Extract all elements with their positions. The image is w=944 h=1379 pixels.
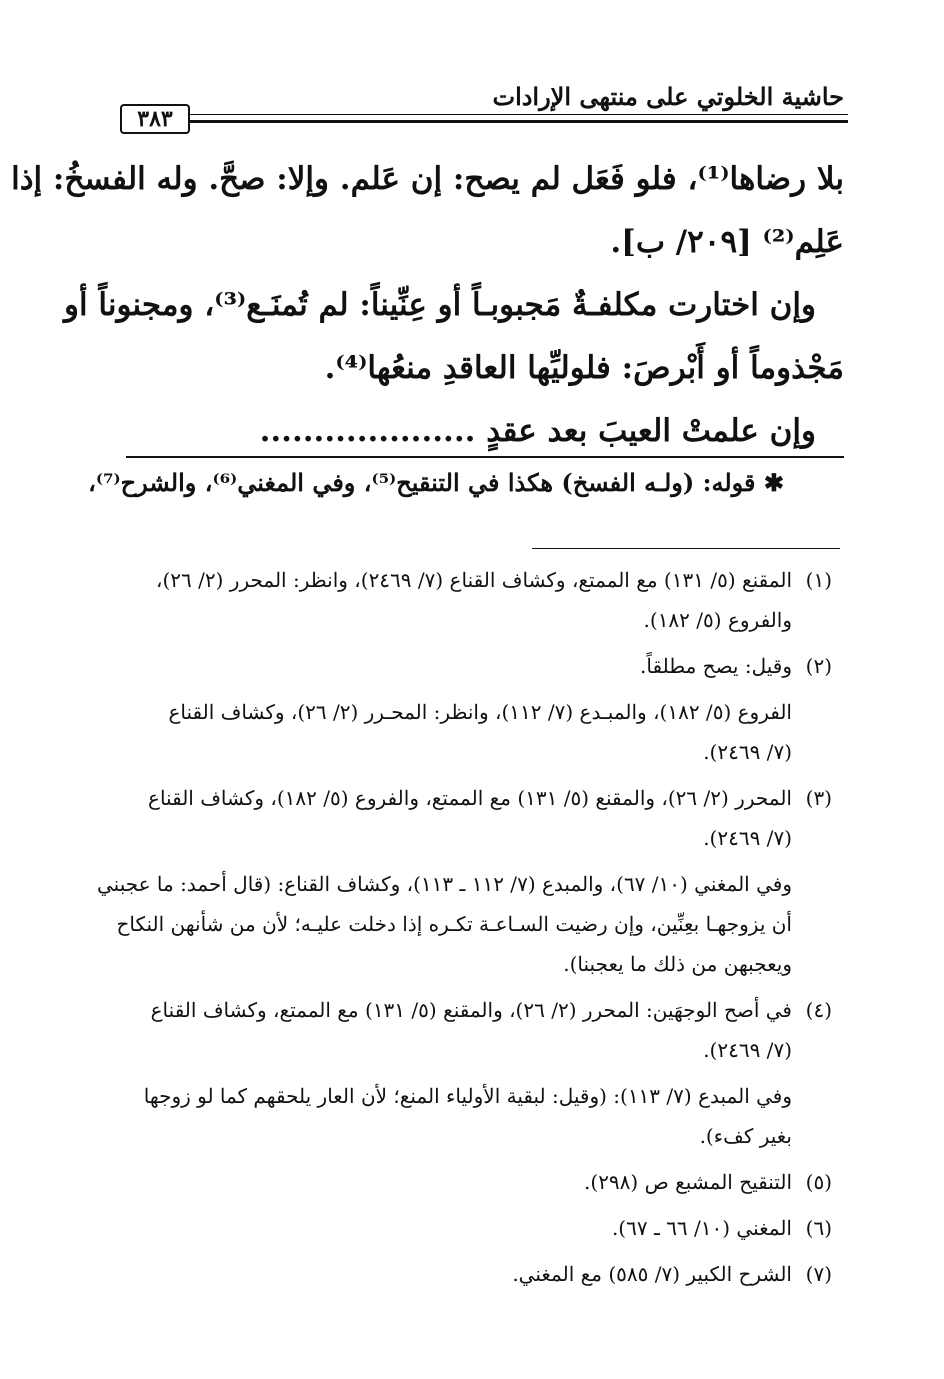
main-line: مَجْذوماً أو أَبْرصَ: فلوليِّها العاقدِ منعُها⁽⁴⁾. — [324, 350, 844, 386]
footnote — [126, 1208, 832, 1248]
footnote-continuation — [96, 864, 832, 984]
footnote-number: (١) — [805, 568, 832, 592]
footnote — [126, 778, 832, 858]
footnote-line: المحرر (٢/ ٢٦)، والمقنع (٥/ ١٣١) مع الممتع، والفروع (٥/ ١٨٢)، وكشاف القناع — [148, 786, 792, 810]
footnote-line: بغير كفء). — [699, 1124, 792, 1148]
footnote-continuation — [126, 1076, 832, 1156]
footnote — [126, 560, 832, 640]
page-number: ٣٨٣ — [120, 104, 190, 134]
footnote-line: (٧/ ٢٤٦٩). — [703, 740, 792, 764]
footnote-continuation — [126, 692, 832, 772]
footnote-line: أن يزوجهـا بعِنِّين، وإن رضيت السـاعـة تكـره إذا دخلت عليـه؛ لأن من شأنهن النكاح — [116, 912, 792, 936]
footnote-line: وفي المبدع (٧/ ١١٣): (وقيل: لبقية الأولياء المنع؛ لأن العار يلحقهم كما لو زوجها — [143, 1084, 792, 1108]
footnote-line: الفروع (٥/ ١٨٢)، والمبـدع (٧/ ١١٢)، وانظر: المحـرر (٢/ ٢٦)، وكشاف القناع — [168, 700, 792, 724]
main-line — [126, 400, 844, 463]
footnote-line: ويعجبهن من ذلك ما يعجبنا). — [563, 952, 792, 976]
asterisk-icon: ✱ — [763, 468, 784, 497]
main-text-segment: وإن علمتْ العيبَ بعد عقدٍ — [486, 413, 816, 449]
main-line: بلا رضاها⁽¹⁾، فلو فَعَل لم يصح: إن عَلم. وإلا: صحَّ. وله الفسخُ: إذا — [11, 161, 844, 197]
footnote — [126, 990, 832, 1070]
footnote-number: (٢) — [805, 654, 832, 678]
commentary-text: قوله: (ولـه الفسخ) هكذا في التنقيح⁽⁵⁾، وفي المغني⁽⁶⁾، والشرح⁽⁷⁾، — [88, 468, 756, 497]
footnotes — [96, 560, 832, 1300]
footnote-number: (٦) — [805, 1216, 832, 1240]
main-line: وإن اختارت مكلفـةٌ مَجبوبـاً أو عِنِّيناً: لم تُمنَـع⁽³⁾، ومجنوناً أو — [64, 287, 816, 323]
footnote-line: الشرح الكبير (٧/ ٥٨٥) مع المغني. — [512, 1262, 792, 1286]
footnote-line: التنقيح المشبع ص (٢٩٨). — [584, 1170, 792, 1194]
section-rule — [126, 456, 844, 458]
footnote-line: (٧/ ٢٤٦٩). — [703, 1038, 792, 1062]
footnote-number: (٤) — [805, 998, 832, 1022]
footnote — [126, 1254, 832, 1294]
continuation-dots: .................... — [259, 413, 476, 449]
footnote-line: وفي المغني (١٠/ ٦٧)، والمبدع (٧/ ١١٢ ـ ١١٣)، وكشاف القناع: (قال أحمد: ما عجبني — [96, 872, 792, 896]
footnote-number: (٧) — [805, 1262, 832, 1286]
main-text — [11, 148, 844, 463]
footnote-line: المغني (١٠/ ٦٦ ـ ٦٧). — [611, 1216, 792, 1240]
footnote — [126, 646, 832, 686]
header-rule — [190, 114, 848, 123]
footnote-line: في أصح الوجهَين: المحرر (٢/ ٢٦)، والمقنع (٥/ ١٣١) مع الممتع، وكشاف القناع — [150, 998, 792, 1022]
footnote-number: (٣) — [805, 786, 832, 810]
running-title: حاشية الخلوتي على منتهى الإرادات — [492, 82, 844, 111]
main-line: عَلِم⁽²⁾ [٢٠٩/ ب]. — [610, 224, 844, 260]
footnote-line: والفروع (٥/ ١٨٢). — [643, 608, 792, 632]
footnote-number: (٥) — [805, 1170, 832, 1194]
footnote-rule — [532, 548, 840, 549]
footnote-line: (٧/ ٢٤٦٩). — [703, 826, 792, 850]
footnote-line: المقنع (٥/ ١٣١) مع الممتع، وكشاف القناع (٧/ ٢٤٦٩)، وانظر: المحرر (٢/ ٢٦)، — [156, 568, 792, 592]
footnote — [126, 1162, 832, 1202]
commentary — [88, 468, 784, 497]
footnote-line: وقيل: يصح مطلقاً. — [640, 654, 792, 678]
